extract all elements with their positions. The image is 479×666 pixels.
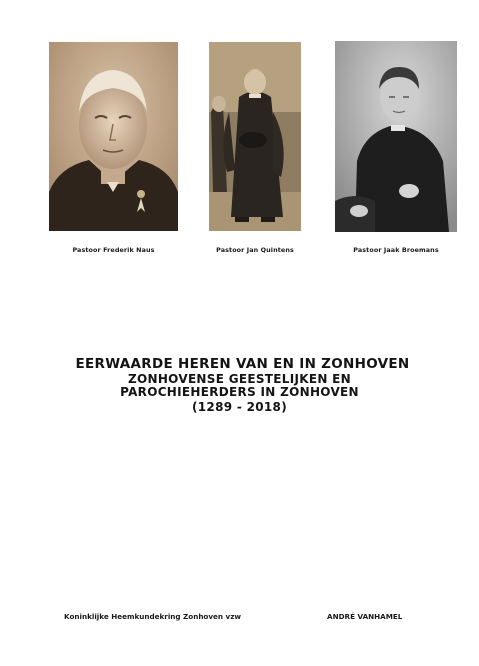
portrait-photo-naus [49,42,178,231]
portrait-photo-broemans [335,41,457,232]
main-title: EERWAARDE HEREN VAN EN IN ZONHOVEN [75,356,410,372]
year-range: (1289 - 2018) [191,400,287,415]
portrait-photo-quintens [209,42,301,231]
portrait-caption-naus: Pastoor Frederik Naus [72,246,155,254]
subtitle-line-1: ZONHOVENSE GEESTELIJKEN EN [127,371,351,386]
title-block [0,357,479,415]
publisher-name: Koninklijke Heemkundekring Zonhoven vzw [64,612,242,621]
subtitle-line-2: PAROCHIEHERDERS IN ZONHOVEN [120,385,359,400]
portrait-caption-quintens: Pastoor Jan Quintens [216,246,294,254]
portrait-caption-broemans: Pastoor Jaak Broemans [353,246,439,254]
author-name: ANDRÉ VANHAMEL [327,612,403,621]
